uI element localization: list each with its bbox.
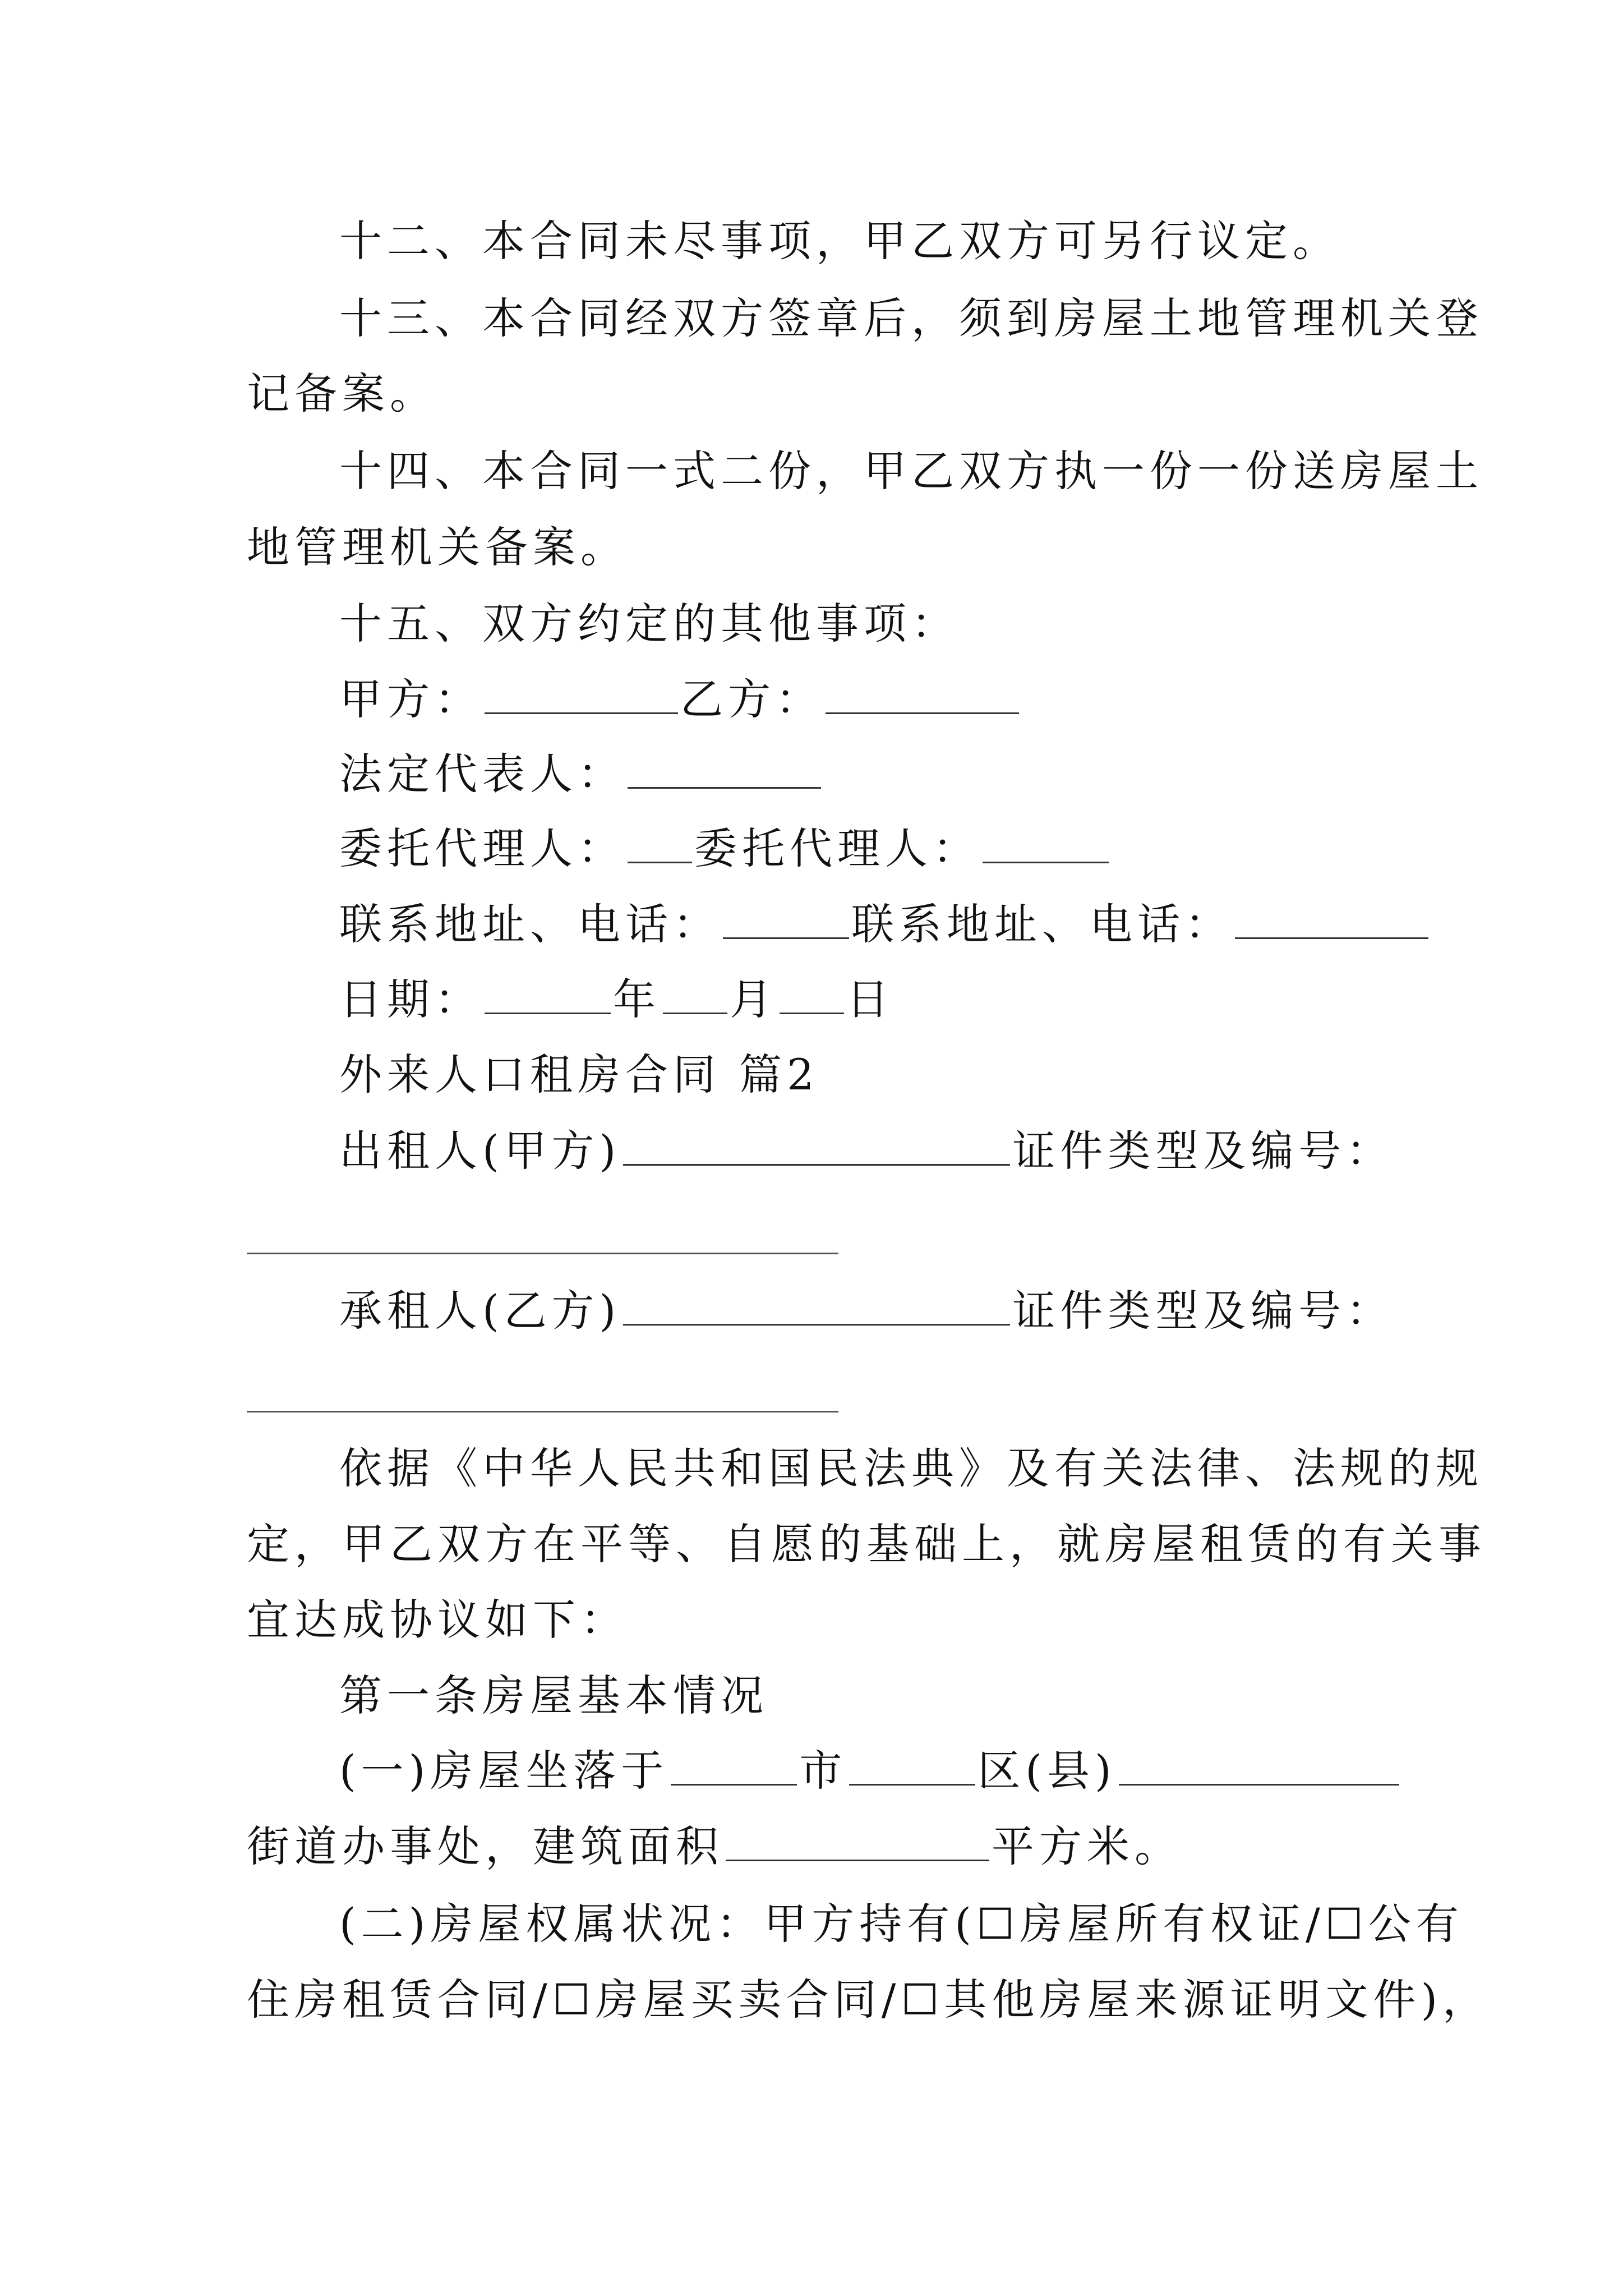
street-blank[interactable] bbox=[1119, 1749, 1399, 1786]
preamble-line1: 依据《中华人民共和国民法典》及有关法律、法规的规 bbox=[339, 1443, 1483, 1493]
area-unit: 平方米。 bbox=[992, 1821, 1182, 1871]
year-label: 年 bbox=[613, 974, 661, 1024]
lessor-id-label: 证件类型及编号： bbox=[1012, 1126, 1394, 1176]
date-label: 日期： bbox=[339, 974, 482, 1024]
party-b-blank[interactable] bbox=[826, 678, 1019, 714]
contact-b-label: 联系地址、电话： bbox=[851, 899, 1233, 949]
legal-rep-label: 法定代表人： bbox=[339, 749, 625, 799]
agent-b-label: 委托代理人： bbox=[694, 823, 980, 873]
ownership-line1: (二)房屋权属状况：甲方持有(☐房屋所有权证/☐公有 bbox=[339, 1899, 1464, 1949]
date-line bbox=[339, 972, 894, 1028]
clause-12: 十二、本合同未尽事项，甲乙双方可另行议定。 bbox=[339, 216, 1340, 266]
contact-a-label: 联系地址、电话： bbox=[339, 899, 721, 949]
date-month-blank[interactable] bbox=[663, 978, 727, 1014]
party-b-label: 乙方： bbox=[680, 674, 823, 724]
agent-b-blank[interactable] bbox=[983, 827, 1109, 863]
clause-14-line1: 十四、本合同一式二份，甲乙双方执一份一份送房屋土 bbox=[339, 446, 1483, 496]
city-label: 市 bbox=[799, 1746, 847, 1796]
lessee-blank[interactable] bbox=[623, 1289, 1010, 1326]
lessor-blank[interactable] bbox=[623, 1129, 1010, 1166]
date-day-blank[interactable] bbox=[780, 978, 844, 1014]
legal-rep-line bbox=[339, 746, 823, 802]
preamble-line3: 宜达成协议如下： bbox=[247, 1595, 628, 1645]
lessee-line bbox=[339, 1283, 1394, 1339]
legal-rep-blank[interactable] bbox=[628, 752, 821, 789]
party-a-label: 甲方： bbox=[339, 674, 482, 724]
clause-13-line1: 十三、本合同经双方签章后，须到房屋土地管理机关登 bbox=[339, 293, 1483, 343]
party-a-blank[interactable] bbox=[485, 678, 678, 714]
contact-line bbox=[339, 896, 1431, 953]
district-label: 区(县) bbox=[978, 1746, 1117, 1796]
clause-15: 十五、双方约定的其他事项： bbox=[339, 599, 959, 648]
lessee-label: 承租人(乙方) bbox=[339, 1286, 621, 1336]
preamble-line2: 定，甲乙双方在平等、自愿的基础上，就房屋租赁的有关事 bbox=[247, 1519, 1486, 1569]
area-line bbox=[247, 1819, 1182, 1875]
location-label: (一)房屋坐落于 bbox=[339, 1746, 669, 1796]
contact-b-blank[interactable] bbox=[1235, 903, 1428, 939]
lessee-id-blank[interactable] bbox=[247, 1411, 838, 1412]
agent-a-blank[interactable] bbox=[628, 827, 692, 863]
ownership-line2: 住房租赁合同/☐房屋买卖合同/☐其他房屋来源证明文件)， bbox=[247, 1975, 1491, 2024]
contact-a-blank[interactable] bbox=[723, 903, 849, 939]
lessee-id-label: 证件类型及编号： bbox=[1012, 1286, 1394, 1336]
clause-14-line2: 地管理机关备案。 bbox=[247, 522, 628, 572]
location-line bbox=[339, 1743, 1401, 1799]
party-signature-line bbox=[339, 671, 1021, 728]
date-year-blank[interactable] bbox=[485, 978, 611, 1014]
agent-a-label: 委托代理人： bbox=[339, 823, 625, 873]
city-blank[interactable] bbox=[671, 1749, 797, 1786]
area-label: 街道办事处，建筑面积 bbox=[247, 1821, 723, 1871]
agent-line bbox=[339, 821, 1111, 877]
area-blank[interactable] bbox=[726, 1825, 989, 1861]
lessor-line bbox=[339, 1123, 1394, 1179]
lessor-label: 出租人(甲方) bbox=[339, 1126, 621, 1176]
lessor-id-blank[interactable] bbox=[247, 1253, 838, 1254]
day-label: 日 bbox=[846, 974, 894, 1024]
clause-13-line2: 记备案。 bbox=[247, 369, 437, 418]
district-blank[interactable] bbox=[849, 1749, 975, 1786]
contract-title-2: 外来人口租房合同 篇2 bbox=[339, 1050, 819, 1099]
month-label: 月 bbox=[730, 974, 777, 1024]
article-1-heading: 第一条房屋基本情况 bbox=[339, 1671, 768, 1720]
